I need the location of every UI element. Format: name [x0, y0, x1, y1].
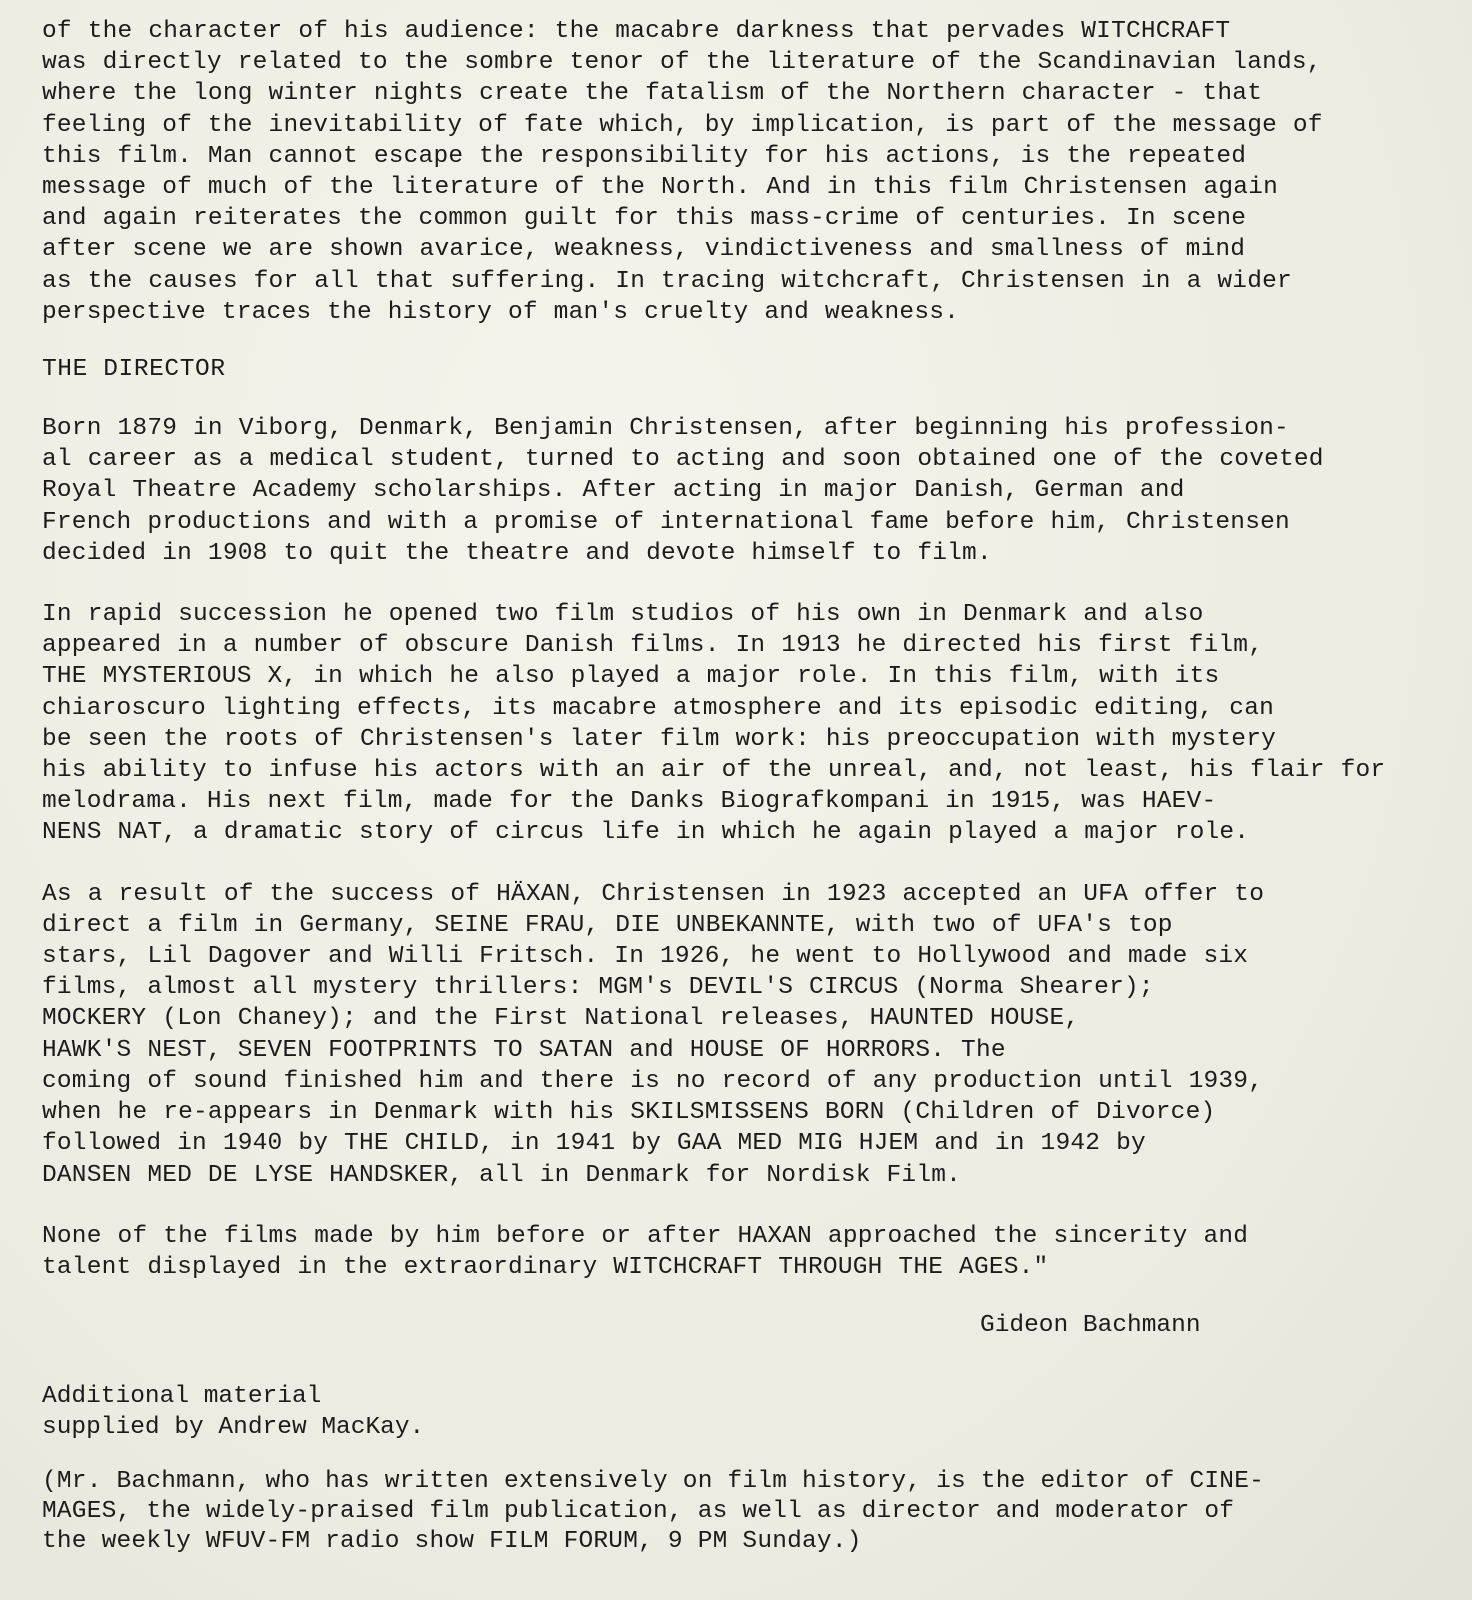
paragraph-gap	[42, 849, 1412, 879]
author-signature: Gideon Bachmann	[980, 1312, 1201, 1340]
paragraph-gap	[42, 1191, 1412, 1221]
section-heading: THE DIRECTOR	[42, 356, 226, 384]
paragraph-intro: of the character of his audience: the macabre darkness that pervades WITCHCRAFT was directly related to the sombre tenor of the literature of the Scandinavian lands, where the long winter nights create the fatalism of the Northern character - that feeling of the inevitability of fate which, by implication, is part of the message of this film. Man cannot escape the responsibility for his actions, is the repeated message of much of the literature of the North. And in this film Christensen again and again reiterates the common guilt for this mass-crime of centuries. In scene after scene we are shown avarice, weakness, vindictiveness and smallness of mind as the causes for all that suffering. In tracing witchcraft, Christensen in a wider perspective traces the history of man's cruelty and weakness.	[42, 18, 1323, 326]
paragraph-born: Born 1879 in Viborg, Denmark, Benjamin Christensen, after beginning his profession- al career as a medical student, turned to acting and soon obtained one of the coveted Royal Theatre Academy scholarships. After acting in major Danish, German and French productions and with a promise of international fame before him, Christensen decided in 1908 to quit the theatre and devote himself to film.	[42, 415, 1324, 567]
paragraph-none: None of the films made by him before or after HAXAN approached the sincerity and talent displayed in the extraordinary WITCHCRAFT THROUGH THE AGES."	[42, 1222, 1249, 1281]
author-note: (Mr. Bachmann, who has written extensively on film history, is the editor of CINE- MAGES, the widely-praised film publication, as well as director and moderator of the weekly WFUV-FM radio show FILM FORUM, 9 PM Sunday.)	[42, 1468, 1264, 1556]
paragraph-studios: In rapid succession he opened two film studios of his own in Denmark and also appeared in a number of obscure Danish films. In 1913 he directed his first film, THE MYSTERIOUS X, in which he also played a major role. In this film, with its chiaroscuro lighting effects, its macabre atmosphere and its episodic editing, can be seen the roots of Christensen's later film work: his preoccupation with mystery his ability to infuse his actors with an air of the unreal, and, not least, his flair for melodrama. His next film, made for the Danks Biografkompani in 1915, was HAEV- NENS NAT, a dramatic story of circus life in which he again played a major role.	[42, 601, 1386, 847]
paragraph-success: As a result of the success of HÄXAN, Christensen in 1923 accepted an UFA offer to direct a film in Germany, SEINE FRAU, DIE UNBEKANNTE, with two of UFA's top stars, Lil Dagover and Willi Fritsch. In 1926, he went to Hollywood and made six films, almost all mystery thrillers: MGM's DEVIL'S CIRCUS (Norma Shearer); MOCKERY (Lon Chaney); and the First National releases, HAUNTED HOUSE, HAWK'S NEST, SEVEN FOOTPRINTS TO SATAN and HOUSE OF HORRORS. The coming of sound finished him and there is no record of any production until 1939, when he re-appears in Denmark with his SKILSMISSENS BORN (Children of Divorce) followed in 1940 by THE CHILD, in 1941 by GAA MED MIG HJEM and in 1942 by DANSEN MED DE LYSE HANDSKER, all in Denmark for Nordisk Film.	[42, 880, 1265, 1189]
paragraph-gap	[42, 569, 1412, 599]
additional-material: Additional material supplied by Andrew MacKay.	[42, 1383, 425, 1442]
